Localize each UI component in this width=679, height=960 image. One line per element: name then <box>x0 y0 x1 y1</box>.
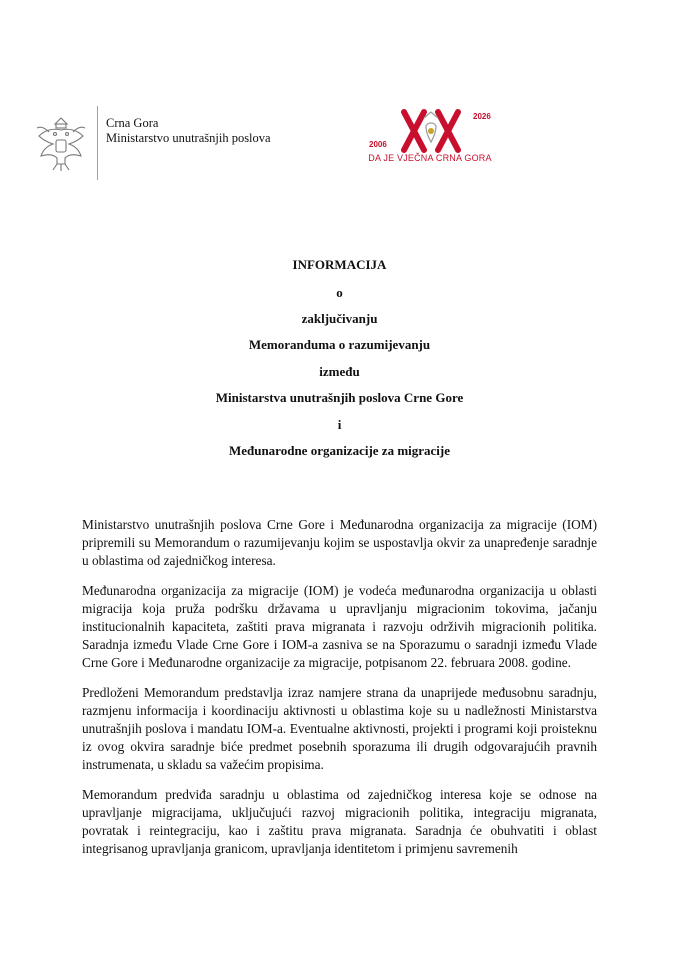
title-line-4: Memoranduma o razumijevanju <box>248 337 431 352</box>
title-line-3: zaključivanju <box>301 311 378 326</box>
paragraph-1: Ministarstvo unutrašnjih poslova Crne Gore i Međunarodna organizacija za migracije (IOM) pripremili su Memorandum o razumijevanju kojim se uspostavlja okvir za unapređenje saradnje u oblastima od zajedničkog interesa. <box>82 517 597 568</box>
year-start: 2006 <box>369 140 387 149</box>
crest-icon <box>428 128 434 134</box>
paragraph-2: Međunarodna organizacija za migracije (IOM) je vodeća međunarodna organizacija u oblasti migracija koja pruža podršku državama u upravljanju migracionim tokovima, jačanju institucionalnih kapaciteta, zaštiti prava migranata i razvoju održivih migracionih politika. Saradnja između Vlade Crne Gore i IOM-a zasniva se na Sporazumu o saradnji između Vlade Crne Gore i Međunarodne organizacije za migracije, potpisanom 22. februara 2008. godine. <box>82 583 597 670</box>
ministry-name: Ministarstvo unutrašnjih poslova <box>106 131 271 145</box>
title-line-1: INFORMACIJA <box>292 257 387 272</box>
document-body <box>82 516 597 870</box>
country-name: Crna Gora <box>106 116 159 130</box>
year-end: 2026 <box>473 112 491 121</box>
title-line-8: Međunarodne organizacije za migracije <box>228 443 451 458</box>
title-line-5: između <box>319 364 360 379</box>
organization-block <box>106 116 271 146</box>
title-line-2: o <box>336 285 343 300</box>
title-line-6: Ministarstva unutrašnjih poslova Crne Gore <box>215 390 464 405</box>
header-divider <box>97 106 98 180</box>
coat-of-arms-icon <box>33 114 89 174</box>
jubilee-slogan: DA JE VJEČNA CRNA GORA <box>368 153 492 163</box>
title-line-7: i <box>337 417 342 432</box>
paragraph-4: Memorandum predviđa saradnju u oblastima od zajedničkog interesa koje se odnose na upravljanje migracijama, uključujući razvoj migracionih politika, integraciju migranata, povratak i reintegraciju, kao i zaštitu prava migranata. Saradnja će obuhvatiti i oblast integrisanog upravljanja granicom, upravljanja identitetom i primjenu savremenih <box>82 787 597 856</box>
paragraph-3: Predloženi Memorandum predstavlja izraz namjere strana da unaprijede međusobnu saradnju, razmjenu informacija i koordinaciju aktivnosti u oblastima koje su u nadležnosti Ministarstva unutrašnjih poslova i mandatu IOM-a. Eventualne aktivnosti, projekti i programi koji proisteknu iz ovog okvira saradnje biće predmet posebnih sporazuma ili drugih odgovarajućih pravnih instrumenata, u skladu sa važećim propisima. <box>82 685 597 772</box>
